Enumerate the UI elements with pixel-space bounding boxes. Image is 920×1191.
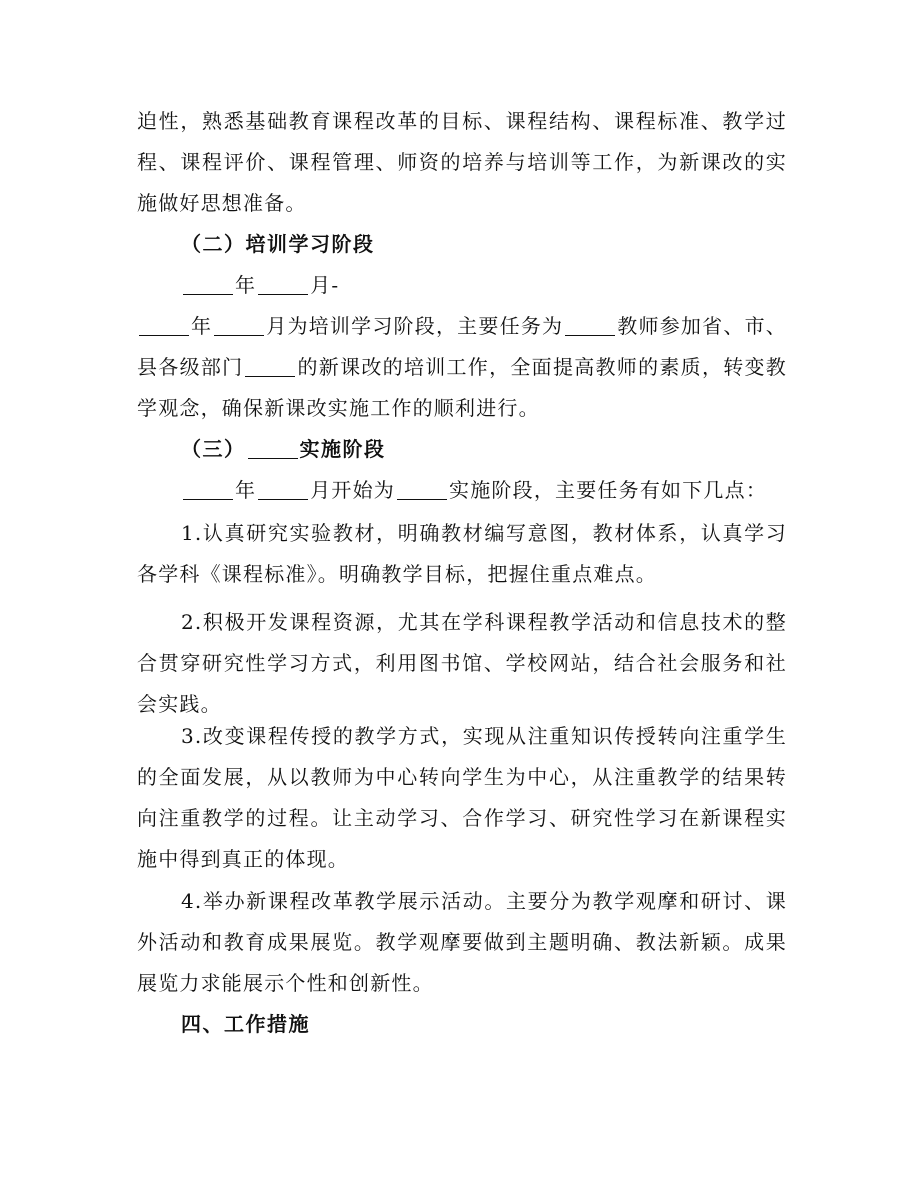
text-training-task: 月为培训学习阶段，主要任务为 — [266, 314, 564, 338]
blank-underline — [248, 438, 298, 459]
blank-underline — [258, 479, 308, 500]
implementation-intro — [181, 470, 787, 511]
text-training-work: 的新课改的培训工作，全面提高教师的素质，转变教学观念，确保新课改实施工作的顺利进行。 — [137, 355, 788, 420]
list-item-2: 2.积极开发课程资源，尤其在学科课程教学活动和信息技术的整合贯穿研究性学习方式，利用图书馆、学校网站，结合社会服务和社会实践。 — [137, 610, 787, 716]
blank-underline — [565, 315, 615, 336]
training-date-line — [181, 265, 781, 306]
list-item-1: 1.认真研究实验教材，明确教材编写意图，教材体系，认真学习各学科《课程标准》。明确教学目标，把握住重点难点。 — [137, 521, 787, 586]
blank-underline — [214, 315, 264, 336]
blank-underline — [139, 315, 189, 336]
blank-underline — [183, 479, 233, 500]
heading-work-measures: 四、工作措施 — [181, 1012, 310, 1036]
text-year: 年 — [235, 273, 257, 297]
heading-number: （三） — [181, 437, 246, 461]
heading-implementation-stage — [181, 429, 386, 470]
heading-text: 实施阶段 — [299, 437, 386, 461]
text-year: 年 — [191, 314, 213, 338]
text-teachers-levels: 教师参加省、市、县各级部门 — [137, 314, 787, 379]
list-item-3: 3.改变课程传授的教学方式，实现从注重知识传授转向注重学生的全面发展，从以教师为中心转向学生为中心，从注重教学的结果转向注重教学的过程。让主动学习、合作学习、研究性学习在新课程实施中得到真正的体现。 — [137, 724, 787, 871]
text-month-dash: 月- — [310, 273, 340, 297]
list-item-4: 4.举办新课程改革教学展示活动。主要分为教学观摩和研讨、课外活动和教育成果展览。教学观摩要做到主题明确、教法新颖。成果展览力求能展示个性和创新性。 — [137, 889, 787, 995]
paragraph-preparation: 迫性，熟悉基础教育课程改革的目标、课程结构、课程标准、教学过程、课程评价、课程管理、师资的培养与培训等工作，为新课改的实施做好思想准备。 — [137, 109, 787, 215]
paragraph-training — [137, 306, 787, 429]
blank-underline — [245, 356, 295, 377]
text-implementation-tasks: 实施阶段，主要任务有如下几点： — [449, 478, 768, 502]
text-month-start: 月开始为 — [310, 478, 396, 502]
heading-training-stage: （二）培训学习阶段 — [181, 232, 375, 256]
blank-underline — [397, 479, 447, 500]
text-year: 年 — [235, 478, 257, 502]
blank-underline — [183, 274, 233, 295]
blank-underline — [258, 274, 308, 295]
